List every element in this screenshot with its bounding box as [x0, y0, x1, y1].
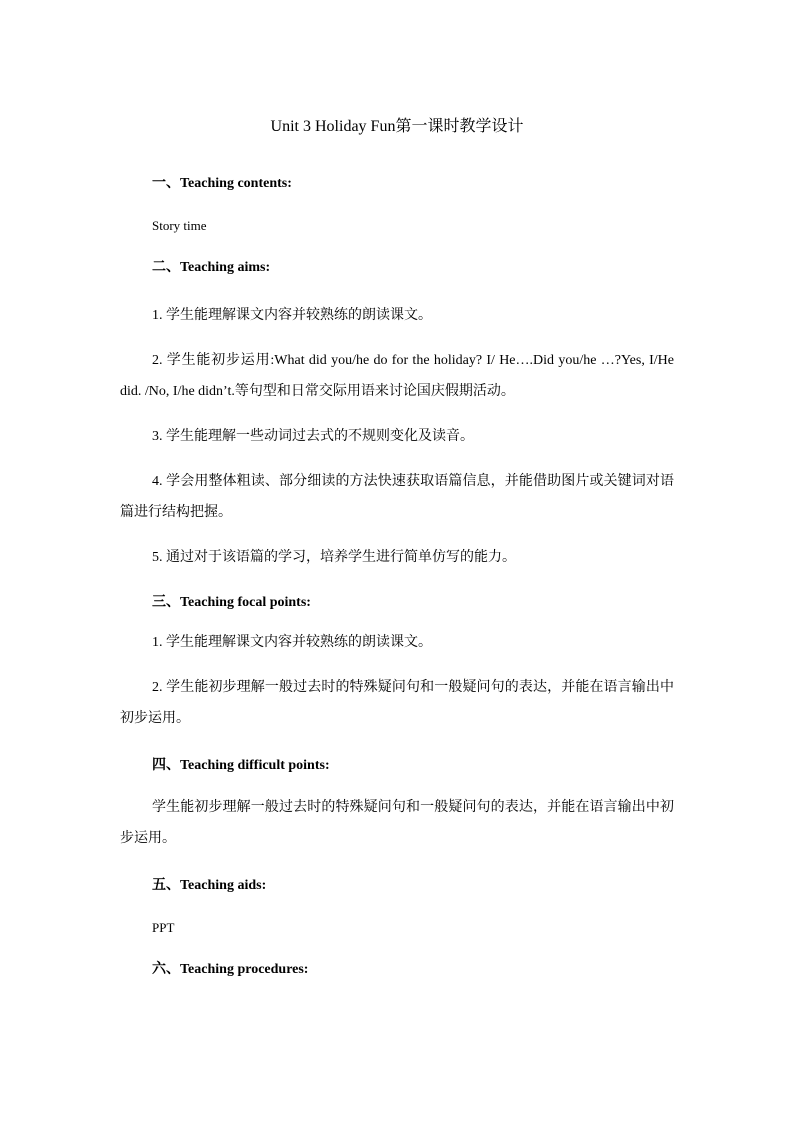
section-heading-difficult-points: 四、Teaching difficult points:: [152, 758, 330, 773]
document-body: [120, 174, 674, 980]
document-title: Unit 3 Holiday Fun第一课时教学设计: [270, 118, 524, 135]
paragraph: 学生能初步理解一般过去时的特殊疑问句和一般疑问句的表达，并能在语言输出中初步运用。: [120, 800, 674, 846]
section-heading-procedures: 六、Teaching procedures:: [152, 962, 309, 977]
section-heading-contents: 一、Teaching contents:: [152, 176, 292, 191]
paragraph: 2. 学生能初步理解一般过去时的特殊疑问句和一般疑问句的表达，并能在语言输出中初步运用。: [120, 680, 674, 726]
paragraph: 1. 学生能理解课文内容并较熟练的朗读课文。: [152, 308, 432, 323]
paragraph: 4. 学会用整体粗读、部分细读的方法快速获取语篇信息，并能借助图片或关键词对语篇进行结构把握。: [120, 474, 674, 520]
paragraph: 2. 学生能初步运用:What did you/he do for the holiday? I/ He….Did you/he …?Yes, I/He did. /No, I/he didn’t.等句型和日常交际用语来讨论国庆假期活动。: [120, 353, 674, 399]
section-heading-aims: 二、Teaching aims:: [152, 260, 271, 275]
paragraph: Story time: [152, 218, 207, 233]
section-heading-focal-points: 三、Teaching focal points:: [152, 595, 311, 610]
paragraph: 1. 学生能理解课文内容并较熟练的朗读课文。: [152, 635, 432, 650]
paragraph: 5. 通过对于该语篇的学习，培养学生进行简单仿写的能力。: [152, 550, 516, 565]
paragraph: PPT: [152, 920, 175, 935]
section-heading-aids: 五、Teaching aids:: [152, 878, 267, 893]
paragraph: 3. 学生能理解一些动词过去式的不规则变化及读音。: [152, 429, 474, 444]
